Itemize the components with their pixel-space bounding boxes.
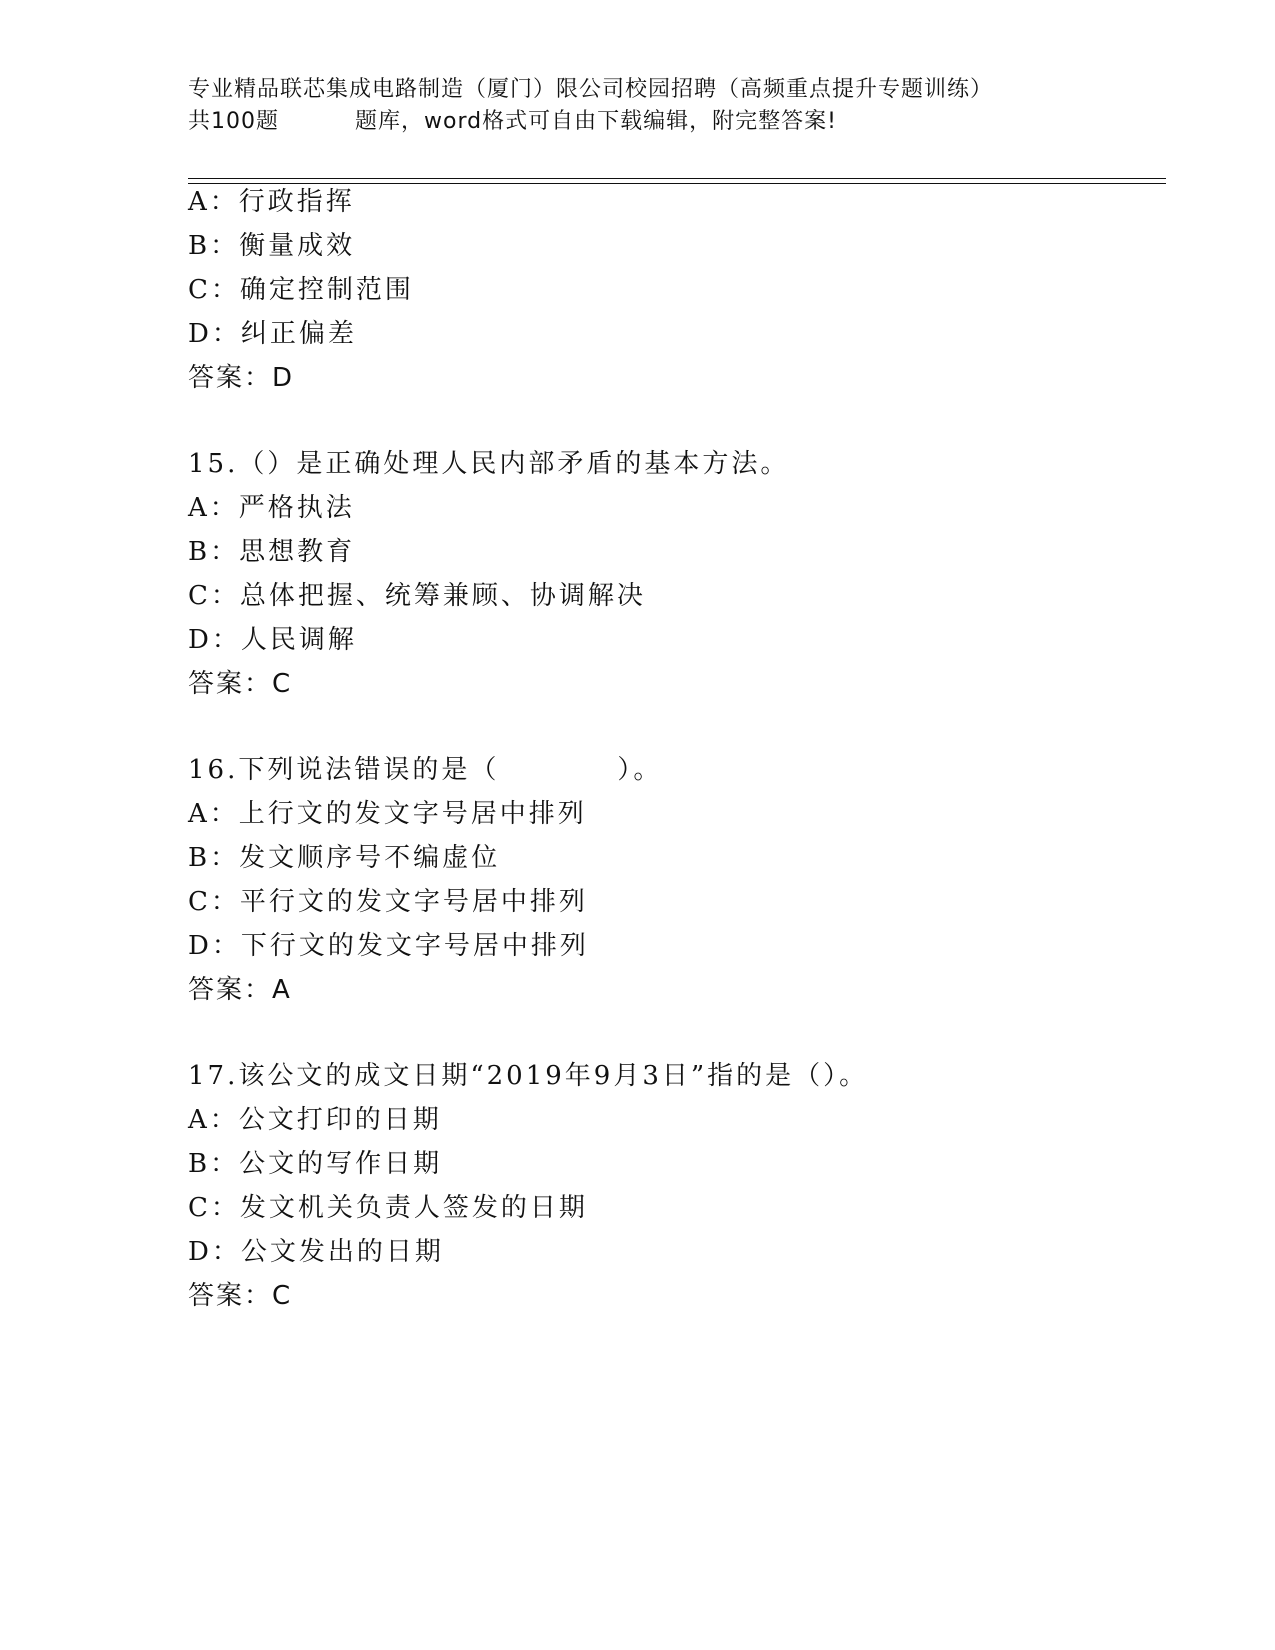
q16-option-d: D：下行文的发文字号居中排列 bbox=[188, 931, 589, 961]
q14-option-b: B：衡量成效 bbox=[188, 231, 356, 261]
q17-option-d: D：公文发出的日期 bbox=[188, 1237, 444, 1267]
q17-option-b: B：公文的写作日期 bbox=[188, 1149, 443, 1179]
q15-option-b: B：思想教育 bbox=[188, 537, 356, 567]
header-title: 专业精品联芯集成电路制造（厦门）限公司校园招聘（高频重点提升专题训练） bbox=[188, 77, 994, 102]
header-subtitle bbox=[188, 106, 1168, 138]
q16-answer: 答案：A bbox=[188, 975, 292, 1005]
q16-stem bbox=[188, 754, 662, 786]
q15-option-d: D：人民调解 bbox=[188, 625, 357, 655]
q16-stem-start: 16.下列说法错误的是（ bbox=[188, 755, 500, 785]
header-rule-top bbox=[188, 178, 1166, 179]
header-rule-bottom bbox=[188, 183, 1166, 184]
q15-option-a: A：严格执法 bbox=[188, 493, 355, 523]
q15-stem: 15.（）是正确处理人民内部矛盾的基本方法。 bbox=[188, 449, 790, 479]
q15-option-c: C：总体把握、统筹兼顾、协调解决 bbox=[188, 581, 646, 611]
q17-stem: 17.该公文的成文日期“2019年9月3日”指的是（）。 bbox=[188, 1061, 869, 1091]
q14-answer: 答案：D bbox=[188, 363, 295, 393]
q16-option-b: B：发文顺序号不编虚位 bbox=[188, 843, 501, 873]
q17-option-c: C：发文机关负责人签发的日期 bbox=[188, 1193, 588, 1223]
q16-stem-end: ）。 bbox=[617, 755, 663, 785]
q16-option-a: A：上行文的发文字号居中排列 bbox=[188, 799, 587, 829]
q14-option-c: C：确定控制范围 bbox=[188, 275, 414, 305]
q17-answer: 答案：C bbox=[188, 1281, 293, 1311]
document-header bbox=[188, 74, 1168, 138]
question-count: 共100题 bbox=[188, 109, 279, 134]
q17-option-a: A：公文打印的日期 bbox=[188, 1105, 442, 1135]
q15-answer: 答案：C bbox=[188, 669, 293, 699]
q14-option-d: D：纠正偏差 bbox=[188, 319, 357, 349]
q16-option-c: C：平行文的发文字号居中排列 bbox=[188, 887, 588, 917]
header-note: 题库，word格式可自由下载编辑，附完整答案! bbox=[355, 109, 837, 134]
q14-option-a: A：行政指挥 bbox=[188, 187, 355, 217]
